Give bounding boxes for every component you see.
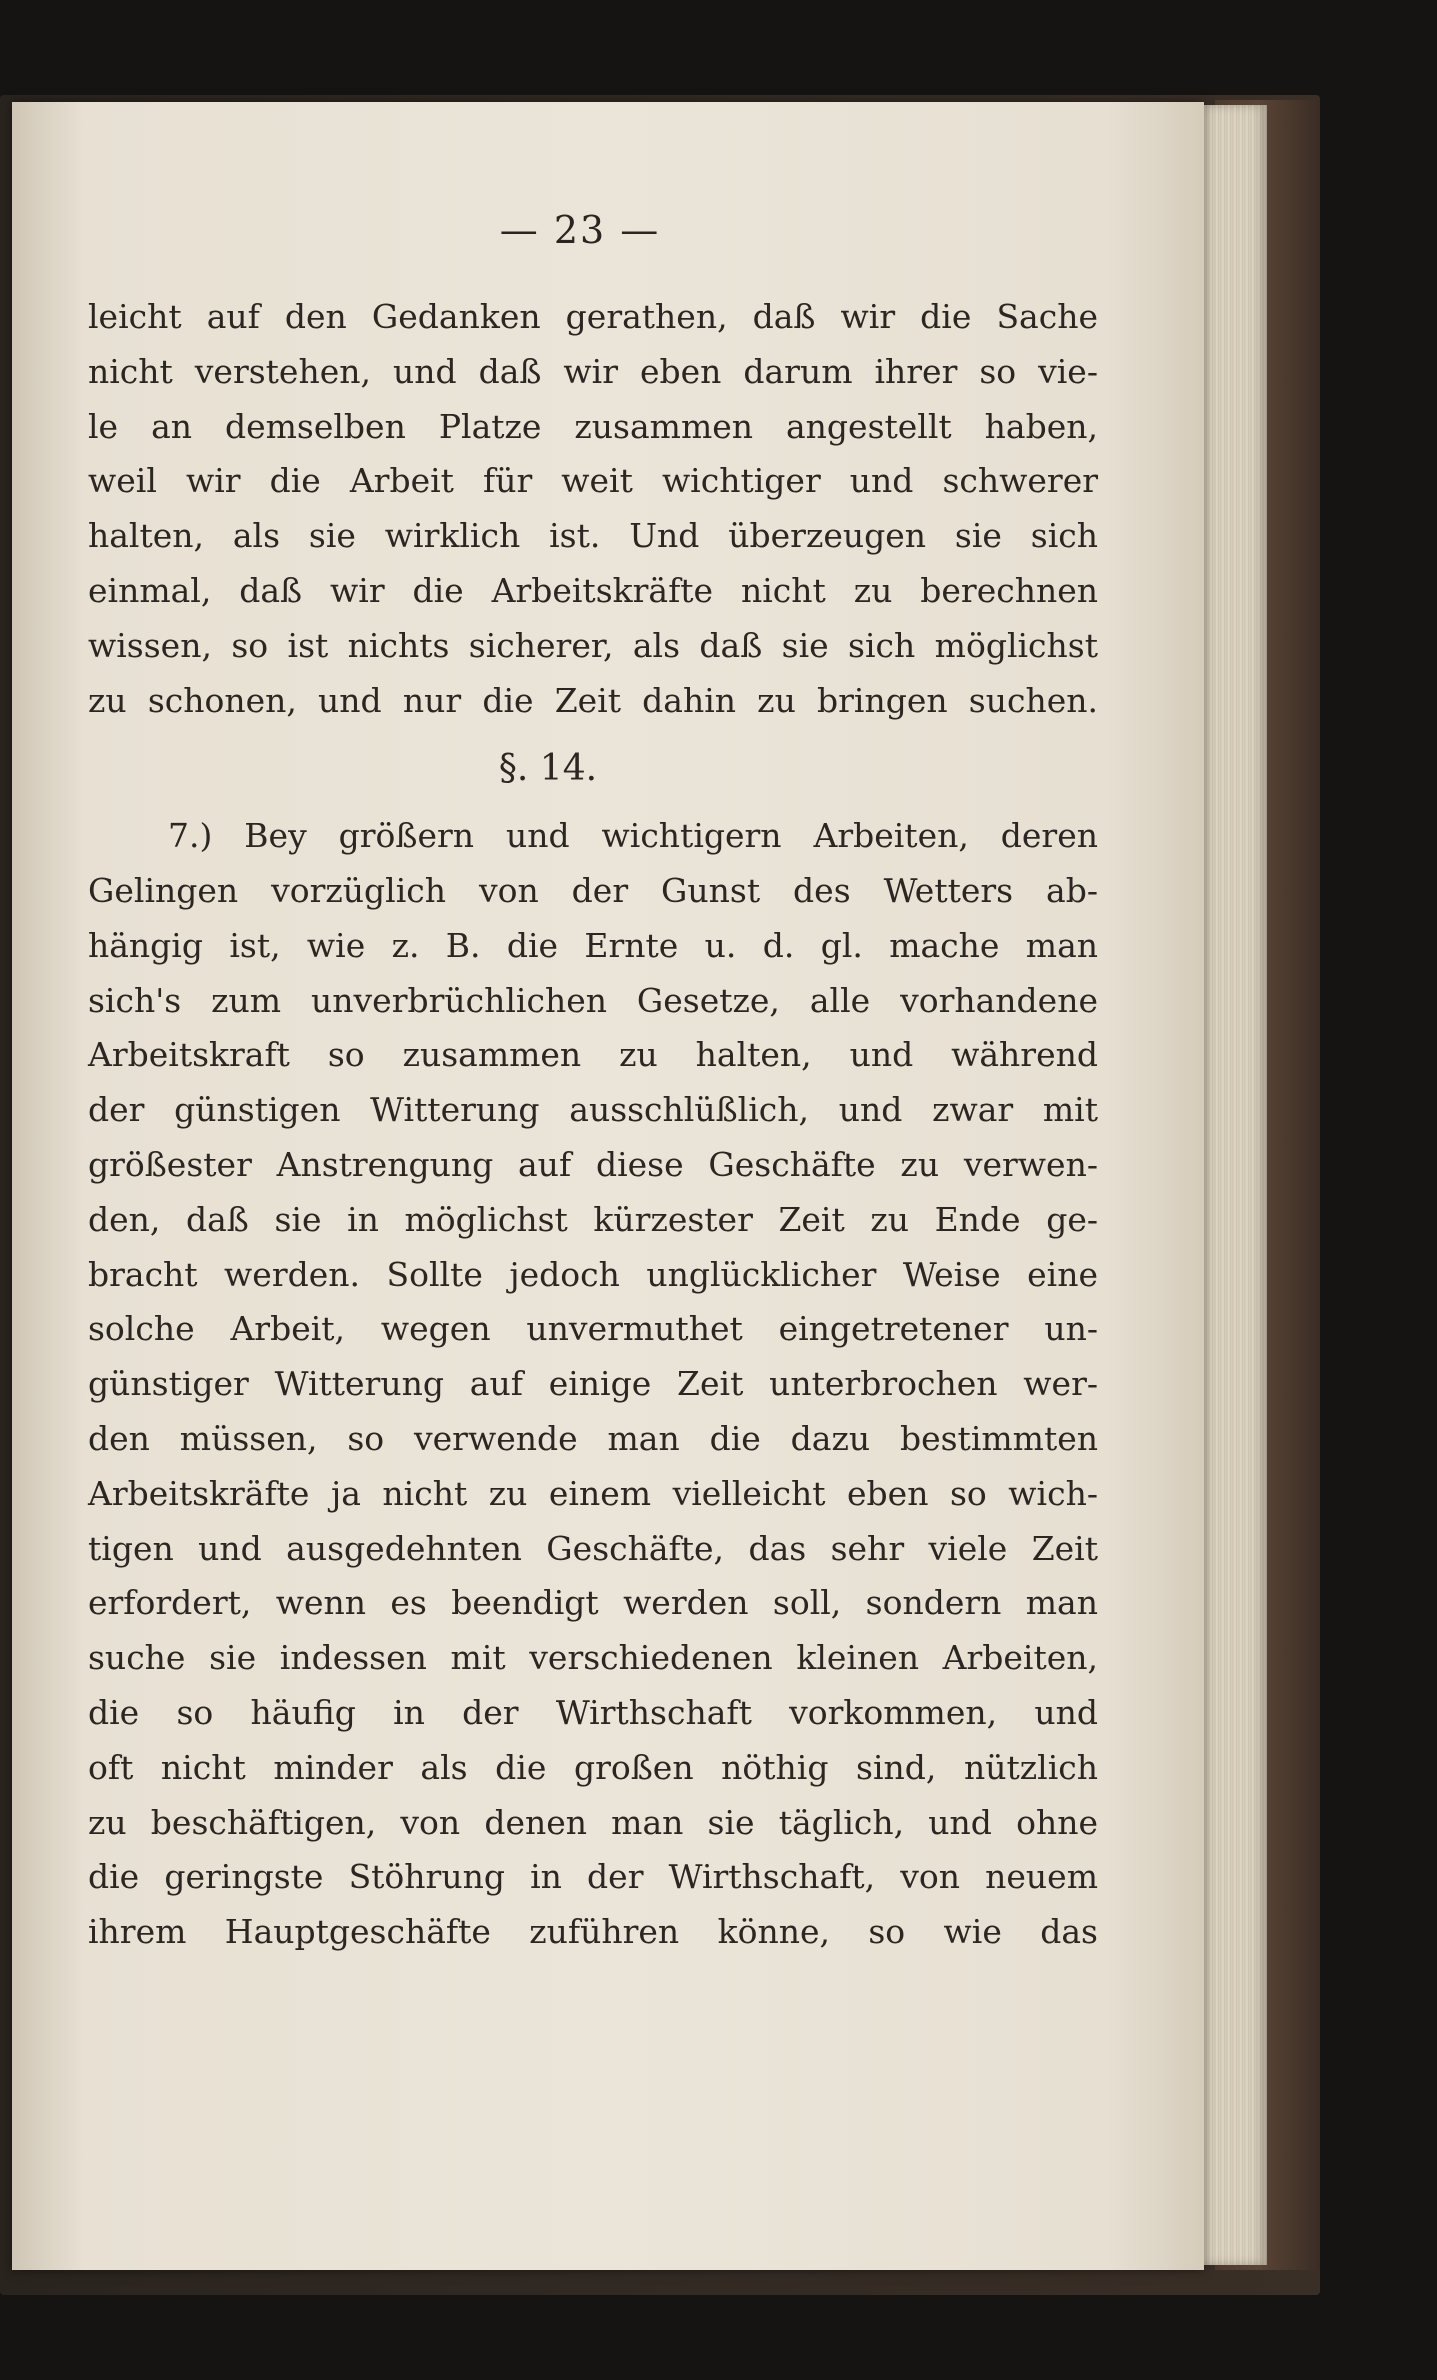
section-heading: §. 14.: [498, 748, 598, 790]
text-line: hängig ist, wie z. B. die Ernte u. d. gl. mache man: [88, 925, 1098, 965]
text-line: ihrem Hauptgeschäfte zuführen könne, so wie das: [88, 1912, 1098, 1952]
text-line: 7.) Bey größern und wichtigern Arbeiten, deren: [168, 816, 1098, 856]
text-line: wissen, so ist nichts sicherer, als daß sie sich möglichst: [88, 625, 1098, 665]
text-line: erfordert, wenn es beendigt werden soll, sondern man: [88, 1583, 1098, 1623]
text-line: der günstigen Witterung ausschlüßlich, und zwar mit: [88, 1090, 1098, 1130]
text-line: weil wir die Arbeit für weit wichtiger und schwerer: [88, 461, 1098, 501]
text-line: nicht verstehen, und daß wir eben darum ihrer so vie-: [88, 351, 1098, 391]
text-line: die so häufig in der Wirthschaft vorkommen, und: [88, 1692, 1098, 1732]
text-line: größester Anstrengung auf diese Geschäfte zu verwen-: [88, 1144, 1098, 1184]
text-line: Arbeitskraft so zusammen zu halten, und während: [88, 1035, 1098, 1075]
text-line: suche sie indessen mit verschiedenen kleinen Arbeiten,: [88, 1638, 1098, 1678]
text-line: tigen und ausgedehnten Geschäfte, das sehr viele Zeit: [88, 1528, 1098, 1568]
text-line: oft nicht minder als die großen nöthig sind, nützlich: [88, 1747, 1098, 1787]
text-line: solche Arbeit, wegen unvermuthet eingetretener un-: [88, 1309, 1098, 1349]
text-line: leicht auf den Gedanken gerathen, daß wir die Sache: [88, 297, 1098, 336]
text-line: zu beschäftigen, von denen man sie täglich, und ohne: [88, 1802, 1098, 1842]
text-line: sich's zum unverbrüchlichen Gesetze, alle vorhandene: [88, 980, 1098, 1020]
text-line: den müssen, so verwende man die dazu bestimmten: [88, 1418, 1098, 1458]
text-line: den, daß sie in möglichst kürzester Zeit zu Ende ge-: [88, 1199, 1098, 1239]
page-stack-edge: [1195, 105, 1267, 2265]
text-line: le an demselben Platze zusammen angestellt haben,: [88, 406, 1098, 446]
text-line: Gelingen vorzüglich von der Gunst des Wetters ab-: [88, 870, 1098, 910]
text-line: die geringste Stöhrung in der Wirthschaft, von neuem: [88, 1857, 1098, 1897]
text-line: halten, als sie wirklich ist. Und überzeugen sie sich: [88, 516, 1098, 556]
text-line: einmal, daß wir die Arbeitskräfte nicht zu berechnen: [88, 570, 1098, 610]
page-text: [88, 290, 1098, 1960]
text-line: bracht werden. Sollte jedoch unglücklicher Weise eine: [88, 1254, 1098, 1294]
text-line: günstiger Witterung auf einige Zeit unterbrochen wer-: [88, 1364, 1098, 1404]
text-line: Arbeitskräfte ja nicht zu einem vielleicht eben so wich-: [88, 1473, 1098, 1513]
text-line: zu schonen, und nur die Zeit dahin zu bringen suchen.: [88, 680, 1098, 720]
page-number-header: — 23 —: [499, 208, 661, 252]
